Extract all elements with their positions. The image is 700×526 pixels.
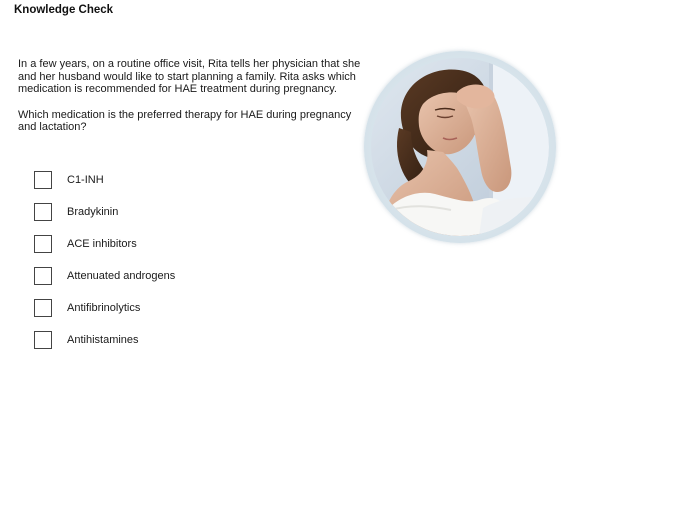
checkbox[interactable] (34, 267, 52, 285)
answer-options (34, 169, 254, 361)
option-ace-inhibitors[interactable] (34, 233, 254, 255)
scenario-block (18, 58, 363, 134)
scenario-text: In a few years, on a routine office visit, Rita tells her physician that she and her husband would like to start planning a family. Rita asks which medication is recommended for HAE treatment during pregnancy. (18, 58, 361, 95)
woman-with-headache-photo (371, 58, 549, 236)
checkbox[interactable] (34, 331, 52, 349)
photo-frame (364, 51, 556, 243)
option-antifibrinolytics[interactable] (34, 297, 254, 319)
checkbox[interactable] (34, 299, 52, 317)
option-attenuated-androgens[interactable] (34, 265, 254, 287)
question-text: Which medication is the preferred therapy for HAE during pregnancy and lactation? (18, 108, 352, 133)
option-label: Bradykinin (67, 206, 119, 218)
option-label: Antihistamines (67, 334, 139, 346)
checkbox[interactable] (34, 203, 52, 221)
option-bradykinin[interactable] (34, 201, 254, 223)
option-c1-inh[interactable] (34, 169, 254, 191)
option-label: C1-INH (67, 174, 104, 186)
photo-illustration (371, 58, 549, 236)
option-label: Antifibrinolytics (67, 302, 141, 314)
page-title: Knowledge Check (14, 4, 114, 16)
option-label: Attenuated androgens (67, 270, 176, 282)
checkbox[interactable] (34, 171, 52, 189)
option-label: ACE inhibitors (67, 238, 137, 250)
checkbox[interactable] (34, 235, 52, 253)
option-antihistamines[interactable] (34, 329, 254, 351)
